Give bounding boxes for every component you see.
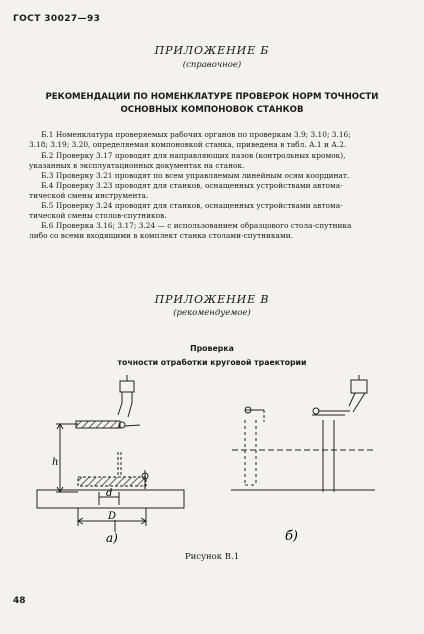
appendix-b-heading-line-1: РЕКОМЕНДАЦИИ ПО НОМЕНКЛАТУРЕ ПРОВЕРОК НОРМ ТОЧНОСТИ	[45, 92, 379, 102]
paragraph-line: Б.6 Проверка 3.16; 3.17; 3.24 — с использованием образцового стола-спутника	[41, 221, 352, 230]
paragraph-line: Б.4 Проверку 3.23 проводят для станков, оснащенных устройствами автома-	[41, 181, 343, 190]
lower-table	[78, 477, 146, 486]
check-subtitle: точности отработки круговой траектории	[117, 358, 307, 367]
label-h: h	[52, 457, 59, 468]
page-number: 48	[13, 596, 26, 606]
paragraph-line: 3.18; 3.19; 3.20, определяемая компоновкой станка, приведена в табл. А.1 и А.2.	[29, 140, 347, 149]
label-a: а)	[106, 531, 118, 545]
spindle-head-b	[351, 380, 367, 393]
appendix-v-title: ПРИЛОЖЕНИЕ В	[154, 293, 270, 306]
label-d: d	[106, 488, 113, 499]
paragraph-line: Б.3 Проверку 3.21 проводят по всем управляемым линейным осям координат.	[41, 171, 350, 180]
document-header: ГОСТ 30027—93	[13, 14, 101, 24]
check-title: Проверка	[190, 344, 234, 353]
label-b: б)	[285, 529, 299, 544]
paragraph-line: тической смены инструмента.	[29, 191, 149, 200]
figure-b1-drawing	[0, 375, 424, 555]
appendix-b-title: ПРИЛОЖЕНИЕ Б	[154, 44, 270, 57]
paragraph-line: тической смены столов-спутников.	[29, 211, 167, 220]
paragraph-line: Б.1 Номенклатура проверяемых рабочих органов по проверкам 3.9; 3.10; 3.16;	[41, 130, 351, 139]
appendix-b-subtitle: (справочное)	[182, 60, 242, 70]
appendix-b-heading-line-2: ОСНОВНЫХ КОМПОНОВОК СТАНКОВ	[120, 105, 304, 115]
paragraph-line: Б.2 Проверку 3.17 проводят для направляющих пазов (контрольных кромок),	[41, 151, 346, 160]
label-D: D	[108, 511, 117, 522]
paragraph-line: Б.5 Проверку 3.24 проводят для станков, оснащенных устройствами автома-	[41, 201, 343, 210]
paragraph-line: либо со всеми входящими в комплект станка столами-спутниками.	[29, 231, 293, 240]
appendix-v-subtitle: (рекомендуемое)	[173, 308, 251, 318]
upper-table	[76, 421, 120, 428]
spindle-head	[120, 381, 134, 392]
paragraph-line: указанных в эксплуатационных документах на станок.	[29, 161, 245, 170]
figure-caption: Рисунок В.1	[184, 552, 240, 562]
